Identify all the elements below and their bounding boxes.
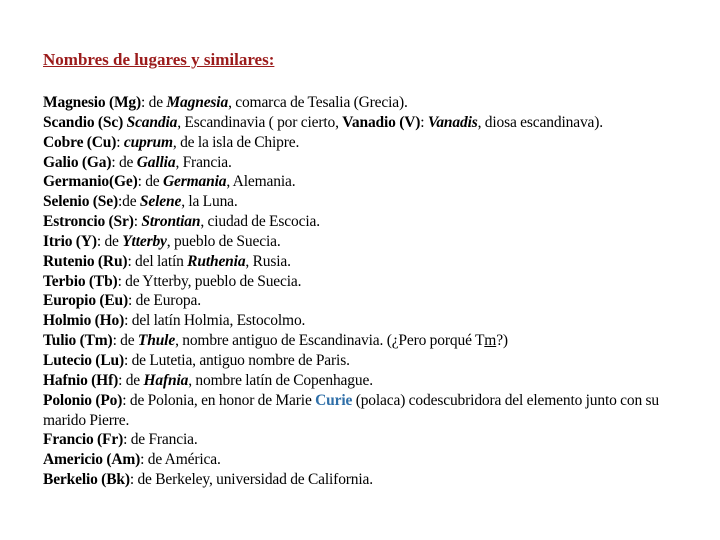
list-item-berkelio (43, 470, 703, 490)
entry-text: : de Ytterby, pueblo de Suecia. (117, 272, 302, 290)
element-name: Polonio (Po) (43, 391, 123, 409)
origin-name: Scandia (126, 113, 178, 131)
origin-name: Ytterby (122, 232, 167, 250)
entry-text: : de (141, 94, 167, 111)
entry-text: , Escandinavia ( por cierto, (177, 113, 343, 131)
element-name: Magnesio (Mg) (43, 94, 142, 111)
element-name: Galio (Ga) (43, 153, 112, 171)
entry-text: , ciudad de Escocia. (200, 213, 320, 231)
list-item-escandio (43, 113, 703, 133)
origin-name: Selene (139, 193, 182, 211)
entry-text: : de (112, 332, 138, 350)
slide-heading: Nombres de lugares y similares: (43, 50, 275, 69)
origin-name: Strontian (141, 213, 201, 231)
list-item-rutenio (43, 252, 703, 272)
entry-text: : (116, 133, 124, 151)
entry-text: , de la isla de Chipre. (172, 133, 300, 151)
origin-name: Thule (137, 332, 176, 350)
entry-text: :de (117, 193, 140, 211)
origin-name: Gallia (136, 153, 176, 171)
entry-text: , nombre antiguo de Escandinavia. (¿Pero porqué T (175, 332, 485, 350)
list-item-tulio (43, 331, 703, 351)
entry-text: : (133, 213, 142, 231)
entry-text: , pueblo de Suecia. (166, 232, 281, 250)
element-name: Europio (Eu) (43, 292, 129, 310)
list-item-americio (43, 450, 703, 470)
entry-text: (polaca) codescubridora del elemento junto con su marido Pierre. (43, 391, 660, 429)
entry-text: : de América. (140, 451, 221, 469)
element-list (43, 93, 703, 490)
list-item-germanio (43, 172, 703, 192)
origin-name: Germania (162, 173, 227, 191)
list-item-holmio (43, 311, 703, 331)
element-name: Estroncio (Sr) (43, 213, 134, 231)
list-item-hafnio (43, 371, 703, 391)
origin-name: Magnesia (166, 94, 229, 111)
entry-text: , comarca de Tesalia (Grecia). (228, 94, 408, 111)
entry-text: , Alemania. (226, 173, 296, 191)
entry-text: , Francia. (175, 153, 232, 171)
entry-text: : del latín Holmia, Estocolmo. (124, 312, 306, 330)
entry-text: : de (137, 173, 163, 191)
entry-text: : de (96, 232, 123, 250)
list-item-selenio (43, 192, 703, 212)
origin-name: cuprum (123, 133, 173, 151)
origin-name: Ruthenia (187, 252, 246, 270)
entry-text: , Rusia. (245, 252, 291, 270)
element-name: Vanadio (V) (342, 113, 421, 131)
list-item-magnesio (43, 93, 703, 113)
element-name: Lutecio (Lu) (43, 351, 124, 369)
list-item-polonio (43, 391, 703, 431)
element-name: Hafnio (Hf) (43, 371, 119, 389)
entry-text: , la Luna. (181, 193, 238, 211)
element-name: Itrio (Y) (43, 232, 97, 250)
element-name: Francio (Fr) (43, 431, 124, 449)
entry-text: : de Europa. (128, 292, 201, 310)
element-name: Cobre (Cu) (43, 133, 117, 151)
entry-text: ?) (496, 332, 508, 350)
list-item-francio (43, 430, 703, 450)
entry-text: , nombre latín de Copenhague. (188, 371, 373, 389)
list-item-lutecio (43, 351, 703, 371)
list-item-galio (43, 153, 703, 173)
origin-name: Hafnia (143, 371, 189, 389)
list-item-cobre (43, 133, 703, 153)
element-name: Tulio (Tm) (43, 332, 113, 350)
list-item-europio (43, 291, 703, 311)
list-item-terbio (43, 272, 703, 292)
curie-highlight: Curie (315, 391, 353, 409)
origin-name: Vanadis (427, 113, 478, 131)
entry-text: : de Polonia, en honor de Marie (122, 391, 316, 409)
entry-text: , diosa escandinava). (477, 113, 604, 131)
entry-text: : de Lutetia, antiguo nombre de Paris. (124, 351, 350, 369)
entry-text: : de (111, 153, 137, 171)
entry-text: : de Francia. (123, 431, 198, 449)
element-name: Germanio(Ge) (43, 173, 138, 191)
element-name: Selenio (Se) (43, 193, 118, 211)
list-item-itrio (43, 232, 703, 252)
entry-text: : de (118, 371, 144, 389)
element-name: Scandio (Sc) (43, 113, 124, 131)
element-name: Rutenio (Ru) (43, 252, 128, 270)
entry-text: : de Berkeley, universidad de California. (129, 471, 374, 489)
element-name: Terbio (Tb) (43, 272, 118, 290)
entry-text: : (420, 113, 428, 131)
element-name: Holmio (Ho) (43, 312, 125, 330)
element-name: Berkelio (Bk) (43, 471, 130, 489)
underlined-letter: m (484, 332, 497, 350)
list-item-estroncio (43, 212, 703, 232)
entry-text: : del latín (127, 252, 188, 270)
element-name: Americio (Am) (43, 451, 141, 469)
